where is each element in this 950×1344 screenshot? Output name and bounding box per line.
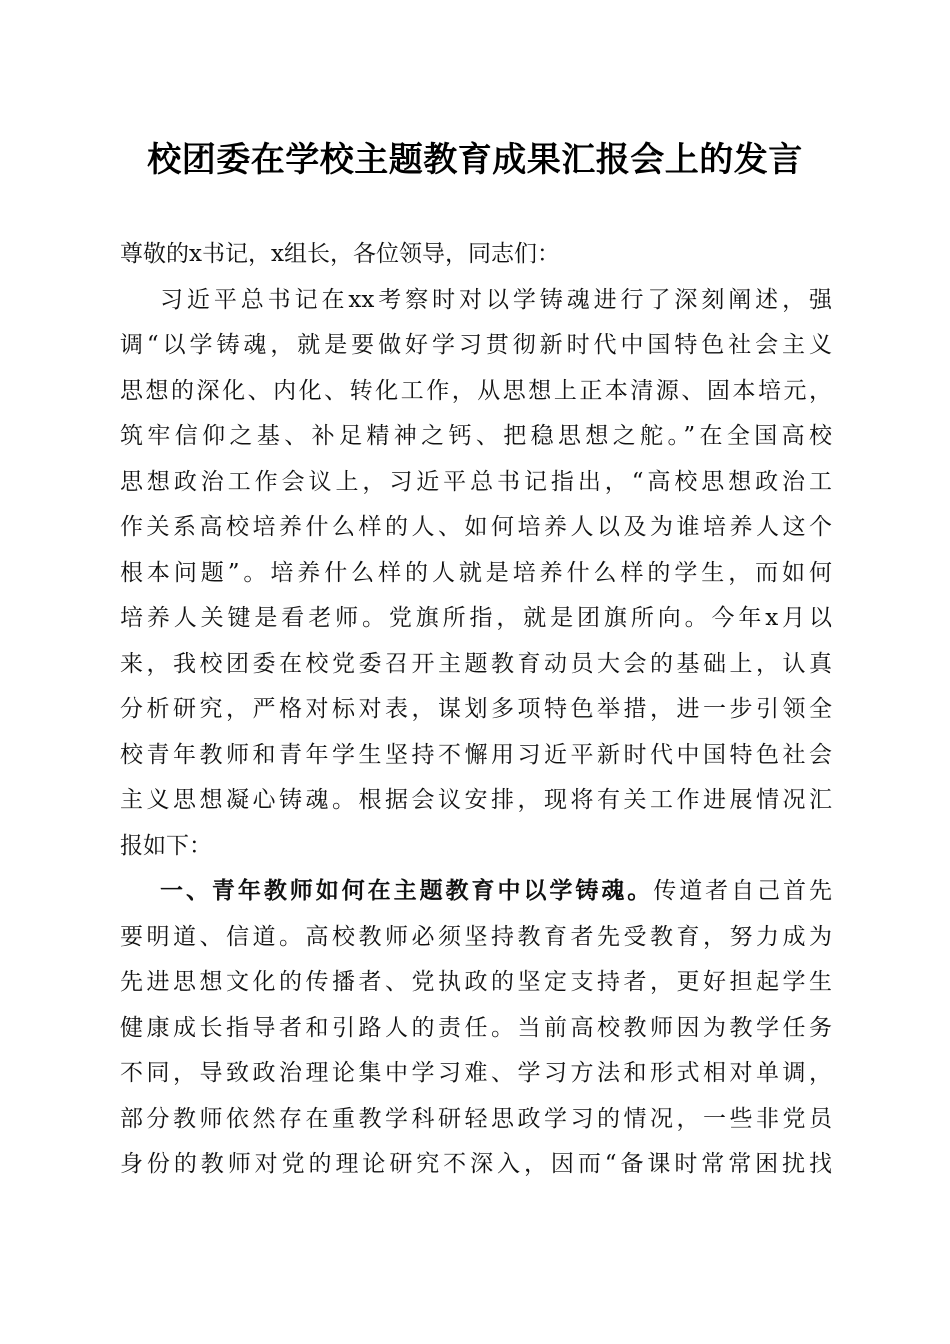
paragraph-line: 思想政治工作会议上，习近平总书记指出，“高校思想政治工 [120, 468, 832, 495]
section-1-heading: 一、青年教师如何在主题教育中以学铸魂。 [160, 878, 654, 904]
paragraph-line: 不同，导致政治理论集中学习难、学习方法和形式相对单调， [120, 1060, 832, 1086]
document-body [120, 232, 832, 1188]
paragraph-line: 来，我校团委在校党委召开主题教育动员大会的基础上，认真 [120, 650, 832, 677]
paragraph-line: 分析研究，严格对标对表，谋划多项特色举措，进一步引领全 [120, 696, 832, 722]
paragraph-line: 根本问题”。培养什么样的人就是培养什么样的学生，而如何 [120, 559, 832, 586]
document-title: 校团委在学校主题教育成果汇报会上的发言 [147, 140, 803, 180]
paragraph-line: 校青年教师和青年学生坚持不懈用习近平新时代中国特色社会 [120, 741, 832, 768]
paragraph-line: 健康成长指导者和引路人的责任。当前高校教师因为教学任务 [120, 1014, 832, 1041]
section-1-first-line-rest: 传道者自己首先 [653, 878, 833, 904]
paragraph-line: 部分教师依然存在重教学科研轻思政学习的情况，一些非党员 [120, 1105, 832, 1132]
paragraph-line: 作关系高校培养什么样的人、如何培养人以及为谁培养人这个 [120, 514, 832, 540]
paragraph-line: 调“以学铸魂，就是要做好学习贯彻新时代中国特色社会主义 [120, 332, 832, 358]
paragraph-line: 先进思想文化的传播者、党执政的坚定支持者，更好担起学生 [120, 969, 832, 995]
section-1-first-line [120, 869, 832, 915]
paragraph-line: 培养人关键是看老师。党旗所指，就是团旗所向。今年x月以 [120, 605, 832, 631]
paragraph-line: 报如下： [120, 832, 212, 859]
paragraph-line: 习近平总书记在xx考察时对以学铸魂进行了深刻阐述，强 [160, 286, 832, 313]
paragraph-line: 主义思想凝心铸魂。根据会议安排，现将有关工作进展情况汇 [120, 787, 832, 813]
paragraph-line: 思想的深化、内化、转化工作，从思想上正本清源、固本培元， [120, 377, 832, 404]
salutation: 尊敬的x书记，x组长，各位领导，同志们： [120, 241, 560, 267]
paragraph-line: 筑牢信仰之基、补足精神之钙、把稳思想之舵。”在全国高校 [120, 423, 832, 449]
paragraph-line: 要明道、信道。高校教师必须坚持教育者先受教育，努力成为 [120, 923, 832, 950]
paragraph-line: 身份的教师对党的理论研究不深入，因而“备课时常常困扰找 [120, 1151, 832, 1177]
paragraph-1 [120, 278, 832, 870]
section-1 [120, 869, 832, 1188]
